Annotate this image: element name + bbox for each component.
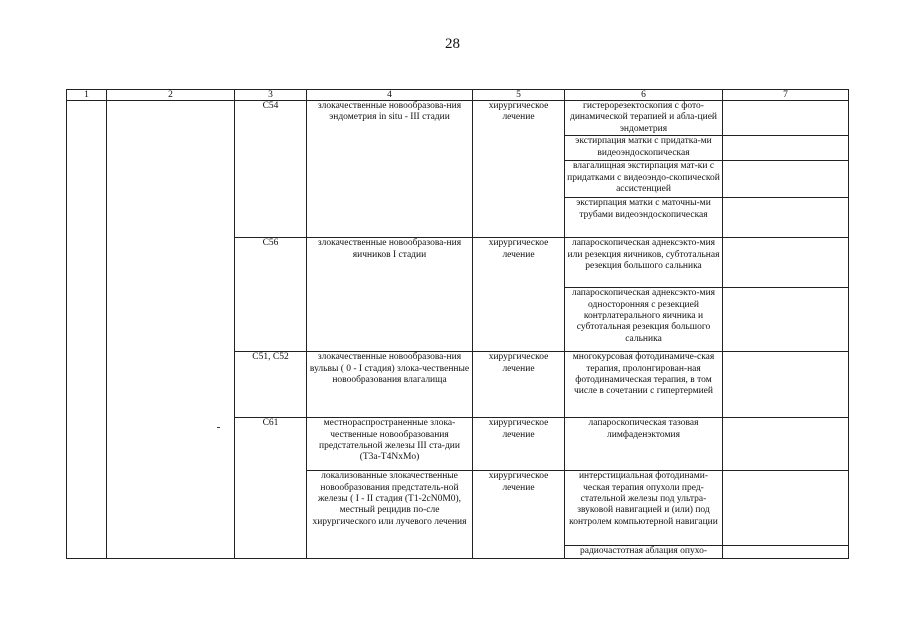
icd-code: C54 — [235, 101, 307, 238]
cell-col-1 — [67, 101, 107, 559]
method-cell: радиочастотная аблация опухо- — [565, 546, 723, 558]
icd-code: C61 — [235, 418, 307, 558]
header-col-7: 7 — [723, 90, 849, 101]
treatment-cell: хирургическое лечение — [473, 101, 565, 238]
method-cell: многокурсовая фотодинамиче-ская терапия, пролонгирован-ная фотодинамическая терапия, в том числе в сочетании с гипертермией — [565, 352, 723, 418]
method-cell: гистерорезектоскопия с фото-динамической терапией и абла-цией эндометрия — [565, 101, 723, 136]
diagnosis-cell: злокачественные новообразова-ния вульвы ( 0 - I стадия) злока-чественные новообразования влагалища — [307, 352, 473, 418]
treatment-cell: хирургическое лечение — [473, 352, 565, 418]
header-col-2: 2 — [107, 90, 235, 101]
header-col-5: 5 — [473, 90, 565, 101]
procedures-table — [66, 89, 849, 559]
treatment-cell: хирургическое лечение — [473, 238, 565, 352]
header-col-1: 1 — [67, 90, 107, 101]
method-cell: лапароскопическая аднексэкто-мия или резекция яичников, субтотальная резекция большого сальника — [565, 238, 723, 288]
page-number: 28 — [445, 36, 460, 52]
method-cell: экстирпация матки с маточны-ми трубами видеоэндоскопическая — [565, 198, 723, 238]
cell-col-7 — [723, 546, 849, 558]
diagnosis-cell: злокачественные новообразова-ния яичников I стадии — [307, 238, 473, 352]
method-cell: интерстициальная фотодинами-ческая терапия опухоли пред-стательной железы под ультра-звуковой навигацией и (или) под контролем компьютерной навигации — [565, 471, 723, 546]
cell-col-7 — [723, 198, 849, 238]
cell-col-7 — [723, 352, 849, 418]
cell-col-7 — [723, 471, 849, 546]
table-row — [67, 101, 849, 136]
diagnosis-cell: локализованные злокачественные новообразования предстатель-ной железы ( I - II стадия (T1-2cN0M0), местный рецидив по-сле хирургического или лучевого лечения — [307, 471, 473, 558]
method-cell: влагалищная экстирпация мат-ки с придатками с видеоэндо-скопической ассистенцией — [565, 161, 723, 198]
method-cell: лапароскопическая тазовая лимфаденэктомия — [565, 418, 723, 471]
cell-col-7 — [723, 288, 849, 352]
diagnosis-cell: злокачественные новообразова-ния эндометрия in situ - III стадии — [307, 101, 473, 238]
treatment-cell: хирургическое лечение — [473, 471, 565, 558]
icd-code: C51, C52 — [235, 352, 307, 418]
cell-col-2 — [107, 101, 235, 559]
cell-col-7 — [723, 136, 849, 161]
icd-code: C56 — [235, 238, 307, 352]
header-col-3: 3 — [235, 90, 307, 101]
cell-col-7 — [723, 418, 849, 471]
treatment-cell: хирургическое лечение — [473, 418, 565, 471]
header-row — [67, 90, 849, 101]
cell-col-7 — [723, 101, 849, 136]
cell-col-7 — [723, 161, 849, 198]
method-cell: экстирпация матки с придатка-ми видеоэндоскопическая — [565, 136, 723, 161]
header-col-4: 4 — [307, 90, 473, 101]
scan-mark — [217, 427, 220, 428]
header-col-6: 6 — [565, 90, 723, 101]
method-cell: лапароскопическая аднексэкто-мия односторонняя с резекцией контрлатерального яичника и субтотальная резекция большого сальника — [565, 288, 723, 352]
cell-col-7 — [723, 238, 849, 288]
diagnosis-cell: местнораспространенные злока-чественные новообразования предстательной железы III ста-дии (T3a-T4NxMo) — [307, 418, 473, 471]
